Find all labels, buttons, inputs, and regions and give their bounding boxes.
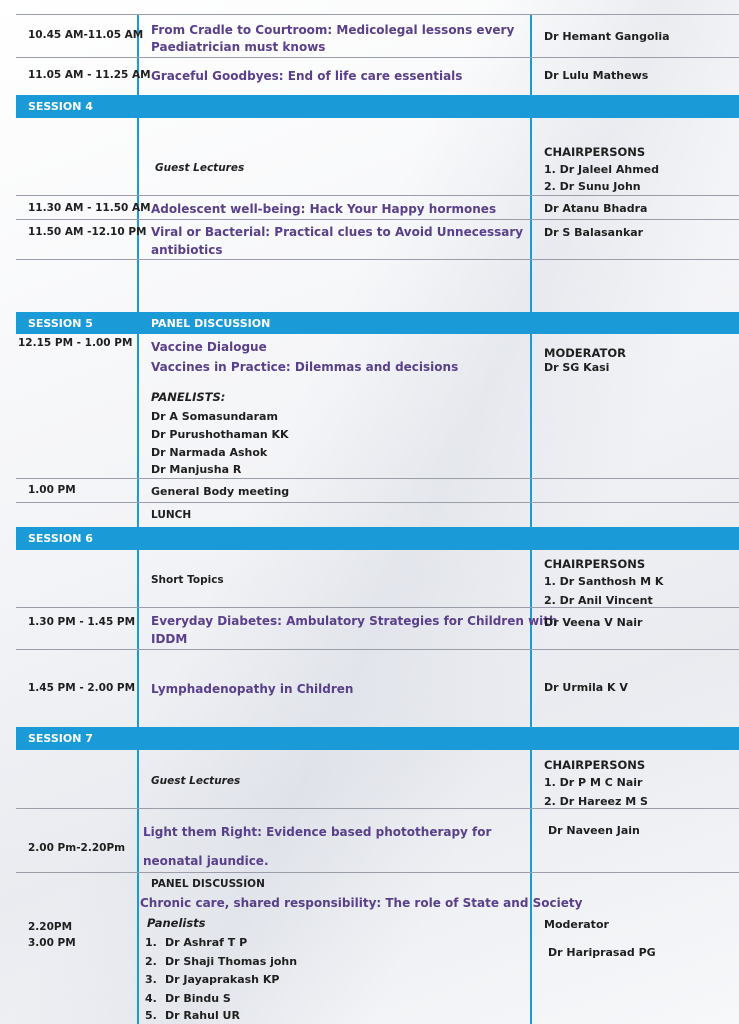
session-6-chair-1: 1. Dr Santhosh M K <box>544 575 664 588</box>
session-7-talk-1-topic-line-2: neonatal jaundice. <box>143 854 269 868</box>
session-4-band <box>16 95 739 118</box>
panelist-name: Dr Rahul UR <box>165 1009 240 1022</box>
row-1-time: 10.45 AM-11.05 AM <box>28 29 144 41</box>
list-number: 2. <box>145 955 157 968</box>
session-4-segment: Guest Lectures <box>155 162 245 174</box>
session-5-panelists-heading: PANELISTS: <box>151 390 226 404</box>
row-1-speaker: Dr Hemant Gangolia <box>544 30 670 43</box>
session-7-talk-1-speaker: Dr Naveen Jain <box>548 824 640 837</box>
session-6-talk-1-topic-line-1: Everyday Diabetes: Ambulatory Strategies for Children with <box>151 614 558 628</box>
row-divider <box>16 607 739 608</box>
session-7-panelists-heading: Panelists <box>147 916 206 930</box>
session-6-talk-2-speaker: Dr Urmila K V <box>544 681 628 694</box>
session-7-chair-2: 2. Dr Hareez M S <box>544 795 648 808</box>
session-5-topic-line-1: Vaccine Dialogue <box>151 340 267 354</box>
row-divider <box>16 57 739 58</box>
session-7-panelist-1 <box>145 936 247 949</box>
session-5-topic-line-2: Vaccines in Practice: Dilemmas and decisions <box>151 360 459 374</box>
session-7-moderator-heading: Moderator <box>544 918 609 931</box>
general-body-meeting: General Body meeting <box>151 485 290 498</box>
session-5-label: SESSION 5 <box>28 317 93 330</box>
panelist-name: Dr Jayaprakash KP <box>165 973 280 986</box>
session-7-chair-heading: CHAIRPERSONS <box>544 758 646 772</box>
panelist-name: Dr Ashraf T P <box>165 936 248 949</box>
session-6-chair-heading: CHAIRPERSONS <box>544 557 646 571</box>
session-4-talk-1-speaker: Dr Atanu Bhadra <box>544 202 648 215</box>
session-7-panelist-5 <box>145 1009 240 1022</box>
row-1-topic-line-2: Paediatrician must knows <box>151 40 326 54</box>
list-number: 3. <box>145 973 157 986</box>
session-6-chair-2: 2. Dr Anil Vincent <box>544 594 653 607</box>
row-divider <box>16 808 739 809</box>
session-5-time: 12.15 PM - 1.00 PM <box>18 337 133 349</box>
row-divider <box>16 478 739 479</box>
row-divider <box>16 872 739 873</box>
session-7-talk-1-time: 2.00 Pm-2.20Pm <box>28 842 126 854</box>
session-4-chair-heading: CHAIRPERSONS <box>544 145 646 159</box>
session-7-panel-heading: PANEL DISCUSSION <box>151 878 265 890</box>
session-7-band <box>16 727 739 750</box>
session-6-talk-1-time: 1.30 PM - 1.45 PM <box>28 616 136 628</box>
session-7-panel-topic: Chronic care, shared responsibility: The role of State and Society <box>140 896 583 910</box>
lunch-label: LUNCH <box>151 509 192 521</box>
session-4-talk-2-topic-line-2: antibiotics <box>151 243 223 257</box>
session-6-talk-2-topic: Lymphadenopathy in Children <box>151 682 354 696</box>
row-2-speaker: Dr Lulu Mathews <box>544 69 649 82</box>
session-5-panelist-3: Dr Narmada Ashok <box>151 446 268 459</box>
row-1-topic-line-1: From Cradle to Courtroom: Medicolegal lessons every <box>151 23 515 37</box>
session-5-band <box>16 312 739 334</box>
row-divider <box>16 259 739 260</box>
session-5-panelist-2: Dr Purushothaman KK <box>151 428 289 441</box>
row-divider <box>16 502 739 503</box>
session-7-moderator: Dr Hariprasad PG <box>548 946 656 959</box>
session-7-panelist-4 <box>145 992 231 1005</box>
session-6-talk-2-time: 1.45 PM - 2.00 PM <box>28 682 136 694</box>
session-5-panelist-4: Dr Manjusha R <box>151 463 242 476</box>
session-5-band-title: PANEL DISCUSSION <box>151 317 271 330</box>
session-7-talk-1-topic-line-1: Light them Right: Evidence based phototherapy for <box>143 825 492 839</box>
session-5-moderator-heading: MODERATOR <box>544 346 626 360</box>
session-4-talk-2-time: 11.50 AM -12.10 PM <box>28 226 147 238</box>
row-2-topic: Graceful Goodbyes: End of life care essentials <box>151 69 463 83</box>
list-number: 1. <box>145 936 157 949</box>
session-7-segment: Guest Lectures <box>151 775 241 787</box>
session-4-chair-2: 2. Dr Sunu John <box>544 180 641 193</box>
session-4-talk-2-speaker: Dr S Balasankar <box>544 226 644 239</box>
session-6-band <box>16 527 739 550</box>
session-7-label: SESSION 7 <box>28 732 93 745</box>
session-6-talk-1-topic-line-2: IDDM <box>151 632 188 646</box>
session-6-talk-1-speaker: Dr Veena V Nair <box>544 616 643 629</box>
session-5-panelist-1: Dr A Somasundaram <box>151 410 278 423</box>
session-4-talk-1-time: 11.30 AM - 11.50 AM <box>28 202 151 214</box>
session-7-panelist-3 <box>145 973 279 986</box>
session-5-moderator: Dr SG Kasi <box>544 361 610 374</box>
session-6-label: SESSION 6 <box>28 532 93 545</box>
session-6-segment: Short Topics <box>151 574 224 586</box>
row-2-time: 11.05 AM - 11.25 AM <box>28 69 151 81</box>
session-7-chair-1: 1. Dr P M C Nair <box>544 776 643 789</box>
panelist-name: Dr Shaji Thomas john <box>165 955 298 968</box>
row-divider <box>16 219 739 220</box>
session-4-label: SESSION 4 <box>28 100 93 113</box>
general-body-meeting-time: 1.00 PM <box>28 484 76 496</box>
session-4-chair-1: 1. Dr Jaleel Ahmed <box>544 163 659 176</box>
row-divider <box>16 14 739 15</box>
row-divider <box>16 649 739 650</box>
list-number: 5. <box>145 1009 157 1022</box>
session-7-panel-time-end: 3.00 PM <box>28 937 76 949</box>
session-7-panelist-2 <box>145 955 297 968</box>
row-divider <box>16 195 739 196</box>
panelist-name: Dr Bindu S <box>165 992 231 1005</box>
session-4-talk-2-topic-line-1: Viral or Bacterial: Practical clues to Avoid Unnecessary <box>151 225 524 239</box>
session-4-talk-1-topic: Adolescent well-being: Hack Your Happy hormones <box>151 202 497 216</box>
session-7-panel-time-start: 2.20PM <box>28 921 73 933</box>
list-number: 4. <box>145 992 157 1005</box>
